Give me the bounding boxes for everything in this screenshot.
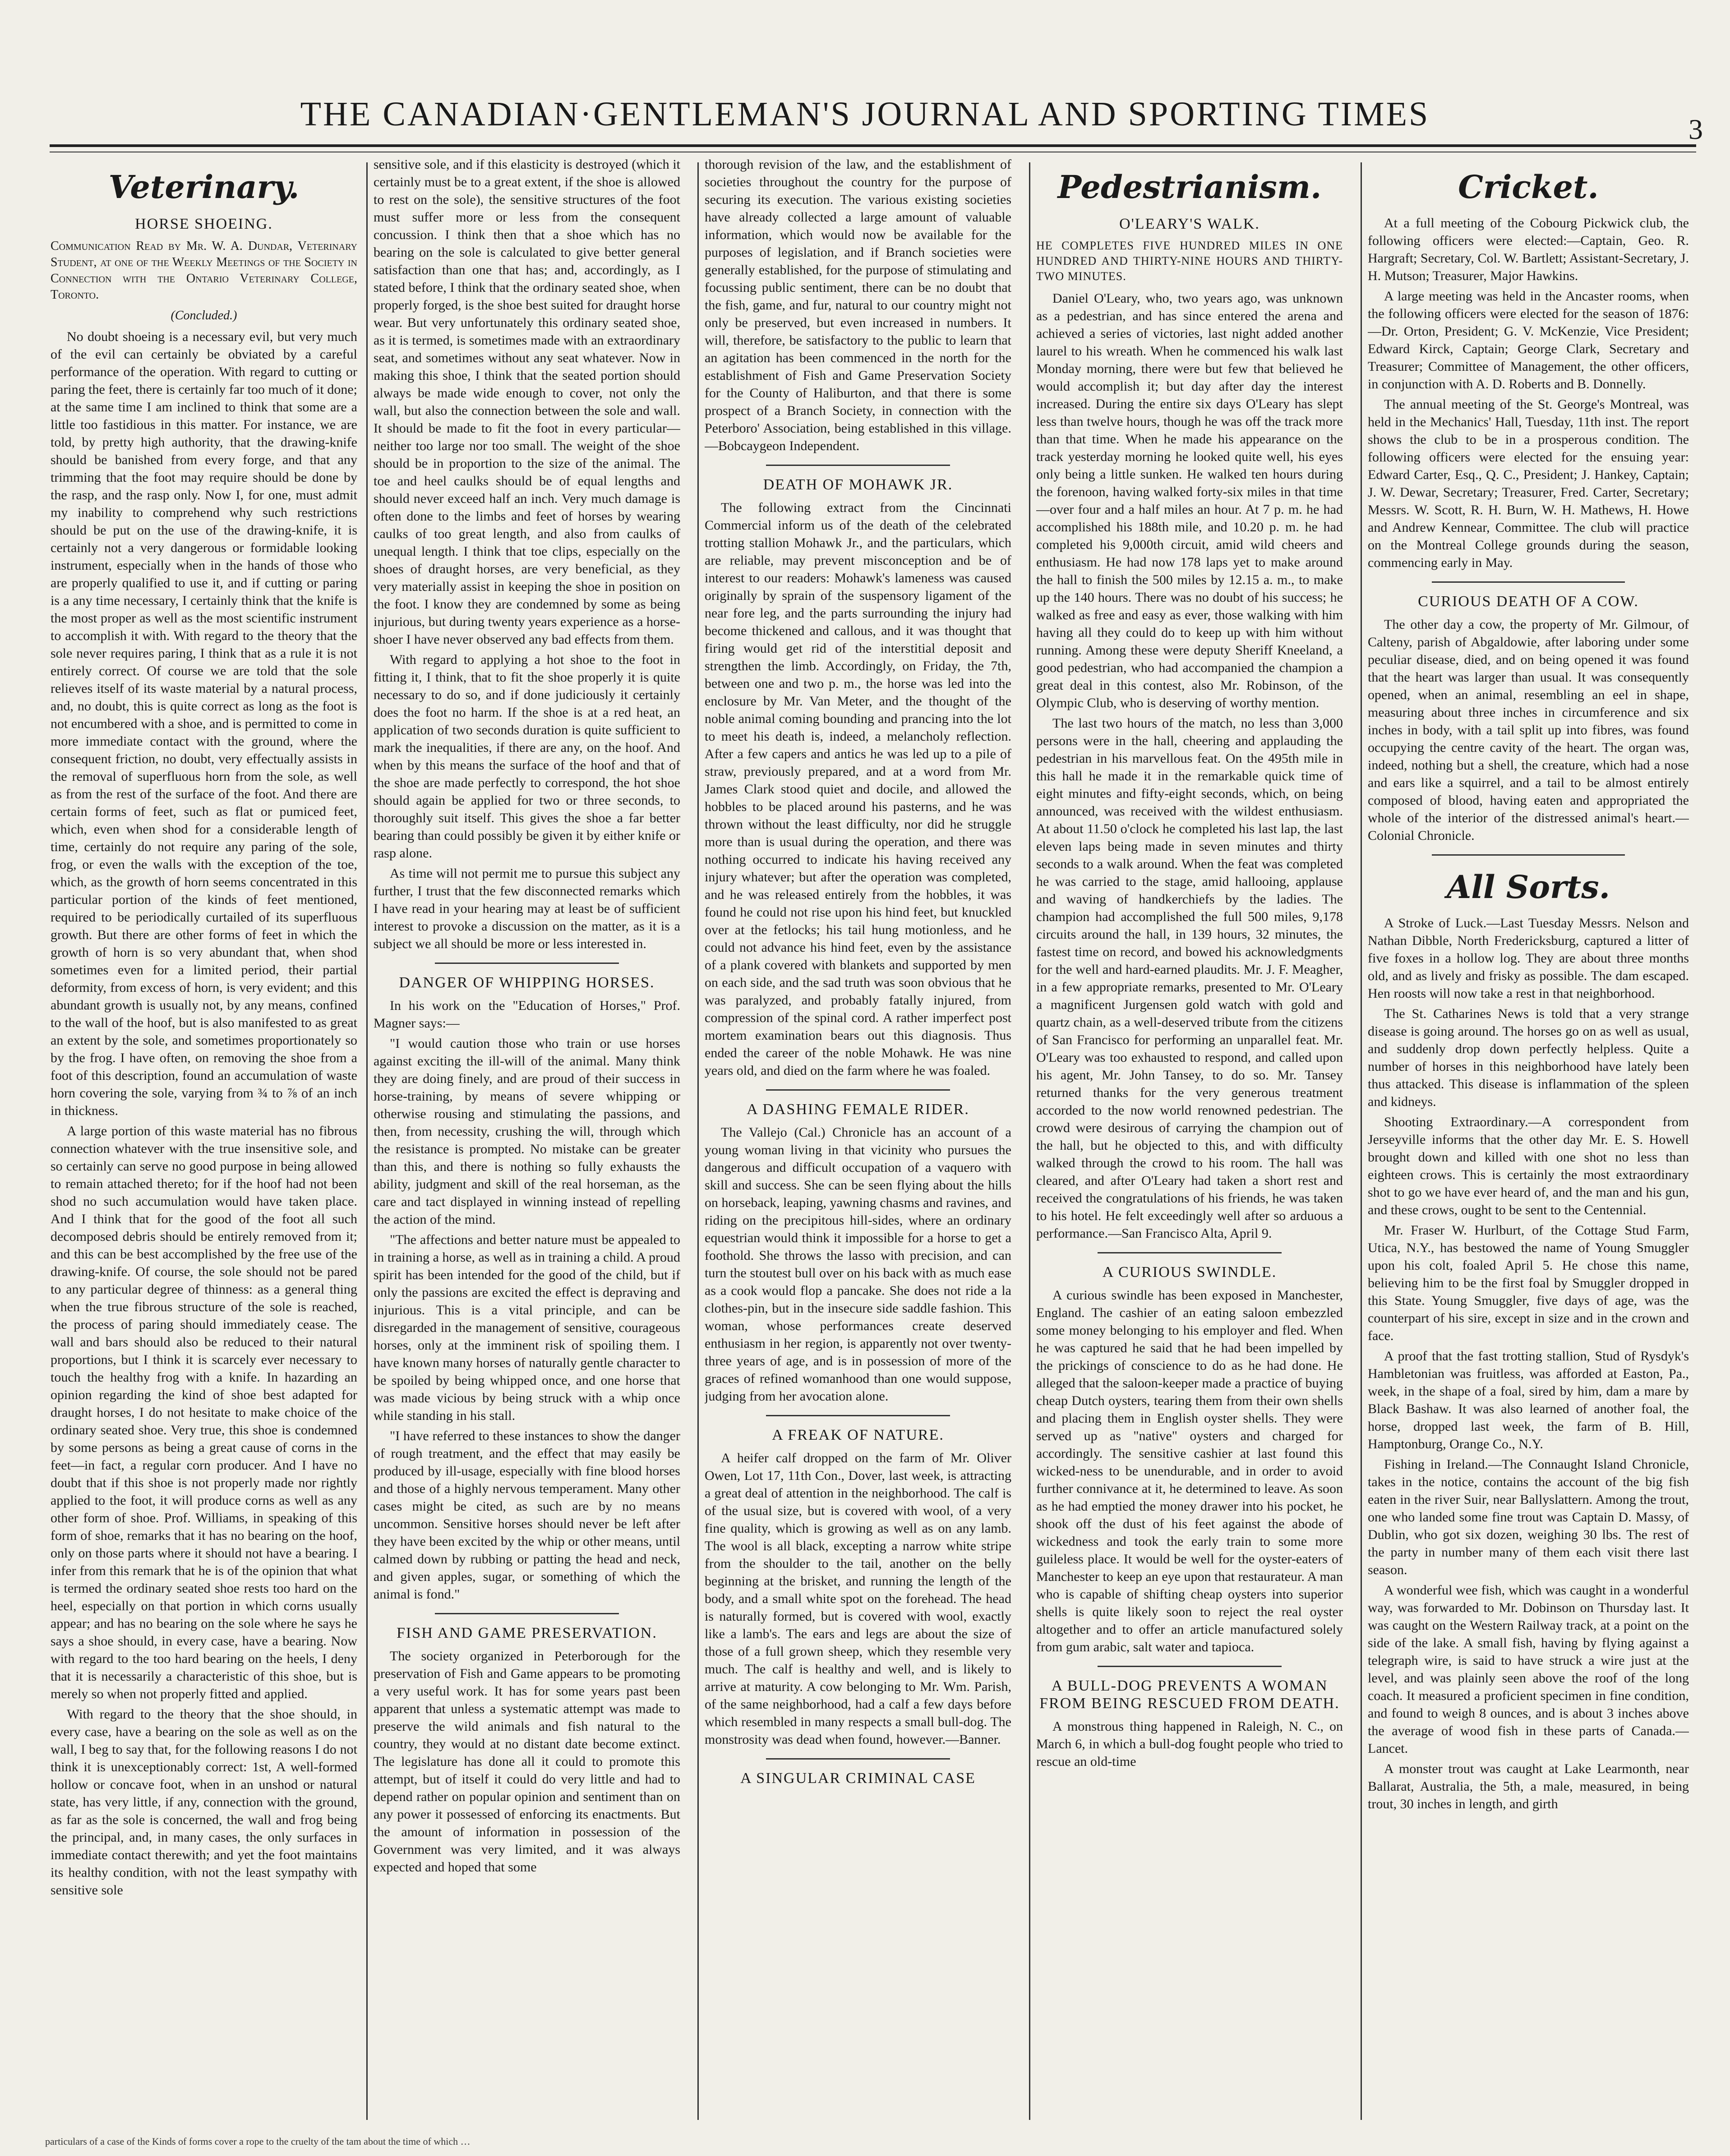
article-paragraph: sensitive sole, and if this elasticity is destroyed (which it certainly must be to a great extent, if the shoe is allowed to rest on the sole), the sensitive structures of the foot must suffer more or less from the consequent concussion. I think then that a shoe which has no bearing on the sole is calculated to give better general satisfaction than one that has; and, accordingly, as I stated before, I think that the ordinary seated shoe, when properly forged, is the shoe best suited for draught horse wear. But very unfortunately this ordinary seated shoe, as it is termed, is sometimes made with an extraordinary seat, and sometimes without any seat whatever. Now in making this shoe, I think that the seated portion should always be made wide enough to cover, not only the wall, but also the connection between the sole and wall. It should be made to fit the foot in every particular—neither too large nor too small. The weight of the shoe should be in proportion to the size of the animal. The toe and heel caulks should be of equal lengths and should never exceed half an inch. Very much damage is often done to the limbs and feet of horses by wearing caulks of too great length, and also from caulks of unequal length. I think that toe clips, especially on the shoes of draught horses, are very beneficial, as they very materially assist in keeping the shoe in position on the foot. I know they are condemned by some as being injurious, but during twenty years experience as a horse-shoer I have never observed any bad effects from them.: [374, 157, 680, 647]
article-paragraph: A proof that the fast trotting stallion, Stud of Rysdyk's Hambletonian was fruitless, was afforded at Easton, Pa., week, in the shape of a foal, sired by him, dam a mare by Black Bashaw. It was also learned of another foal, the horse, dropped last week, the farm of B. Hill, Hamptonburg, Orange Co., N.Y.: [1368, 1349, 1689, 1451]
article-paragraph: The other day a cow, the property of Mr. Gilmour, of Calteny, parish of Abgaldowie, after laboring under some peculiar disease, died, and on being opened it was found that the heart was larger than usual. It was consequently opened, when an animal, resembling an eel in shape, measuring about three inches in circumference and six inches in body, with a tail split up into fibres, was found occupying the centre cavity of the heart. The organ was, indeed, nothing but a shell, the creature, which had a nose and ears like a squirrel, and a tail to be almost entirely composed of blood, having eaten and appropriated the whole of the interior of the distressed animal's heart.—Colonial Chronicle.: [1368, 617, 1689, 843]
article-divider: [435, 963, 619, 964]
article-divider: [766, 465, 950, 466]
article-title-whipping-horses: DANGER OF WHIPPING HORSES.: [399, 974, 655, 991]
article-title-oleary: O'LEARY'S WALK.: [1119, 216, 1260, 232]
article-paragraph: A monster trout was caught at Lake Learmonth, near Ballarat, Australia, the 5th, a male, measured, in being trout, 30 inches in length, and girth: [1368, 1761, 1689, 1811]
section-heading-cricket: Cricket.: [1458, 168, 1599, 206]
masthead-rule: [50, 144, 1696, 147]
article-subtitle: HE COMPLETES FIVE HUNDRED MILES IN ONE HUNDRED AND THIRTY-NINE HOURS AND THIRTY-TWO MINUTES.: [1036, 239, 1343, 283]
article-paragraph: Mr. Fraser W. Hurlburt, of the Cottage Stud Farm, Utica, N.Y., has bestowed the name of Young Smuggler upon his colt, foaled April 5. He chose this name, believing him to be the first foal by Smuggler dropped in this State. Young Smuggler, five days of age, was the counterpart of his sire, except in size and in the crown and face.: [1368, 1223, 1689, 1343]
article-divider: [766, 1415, 950, 1416]
article-title-criminal-case: A SINGULAR CRIMINAL CASE: [740, 1770, 976, 1787]
article-paragraph: A Stroke of Luck.—Last Tuesday Messrs. Nelson and Nathan Dibble, North Fredericksburg, captured a litter of five foxes in a hollow log. They are about three months old, and as lively and frisky as possible. The dam escaped. Hen roosts will now take a rest in that neighborhood.: [1368, 916, 1689, 1001]
column-divider: [1029, 162, 1030, 2120]
article-divider: [1098, 1666, 1282, 1667]
article-title-female-rider: A DASHING FEMALE RIDER.: [747, 1101, 969, 1118]
article-paragraph: At a full meeting of the Cobourg Pickwick club, the following officers were elected:—Captain, Geo. R. Hargraft; Secretary, Col. W. Bartlett; Assistant-Secretary, J. H. Mutson; Treasurer, Major Hawkins.: [1368, 216, 1689, 283]
column-divider: [697, 162, 699, 2120]
article-paragraph: A heifer calf dropped on the farm of Mr. Oliver Owen, Lot 17, 11th Con., Dover, last week, is attracting a great deal of attention in the neighborhood. The calf is of the usual size, but is covered with wool, of a very fine quality, which is growing as well as on any lamb. The wool is all black, excepting a narrow white stripe from the shoulder to the tail, another on the belly beginning at the brisket, and running the length of the body, and a small white spot on the forehead. The head is naturally formed, but is covered with wool, exactly like a lamb's. The ears and legs are about the size of those of a full grown sheep, which they resemble very much. The calf is healthy and well, and is likely to arrive at maturity. A cow belonging to Mr. Wm. Parish, of the same neighborhood, had a calf a few days before which resembled in many respects a small bull-dog. The monstrosity was dead when found, however.—Banner.: [705, 1451, 1011, 1747]
article-title-curious-death-cow: CURIOUS DEATH OF A COW.: [1418, 593, 1639, 610]
column-4: [1036, 156, 1343, 2140]
article-paragraph: The last two hours of the match, no less than 3,000 persons were in the hall, cheering and applauding the pedestrian in his marvellous feat. On the 495th mile in this hall he made it in the remarkable quick time of eight minutes and fifty-eight seconds, which, on being announced, was received with the wildest enthusiasm. At about 11.50 o'clock he completed his last lap, the last eleven laps being made in seven minutes and thirty seconds to a walk around. When the feat was completed he was carried to the stage, amid hallooing, applause and waving of handkerchiefs by the ladies. The champion had accomplished the full 500 miles, 9,178 circuits around the hall, in 139 hours, 32 minutes, the fastest time on record, and bowed his acknowledgments for the well and hard-earned plaudits. Mr. J. F. Meagher, in a few appropriate remarks, presented to Mr. O'Leary a magnificent Jurgensen gold watch with gold and quartz chain, as a well-deserved tribute from the citizens of San Francisco for performing an unparallel feat. Mr. O'Leary was too exhausted to respond, and called upon his agent, Mr. John Tansey, to do so. Mr. Tansey returned thanks for the very generous treatment accorded to the now world renowned pedestrian. The crowd were desirous of carrying the champion out of the hall, but he objected to this, and with difficulty walked through the crowd to his room. The hall was cleared, and after O'Leary had taken a short rest and received the congratulations of his friends, he was taken to his hotel. He felt exceedingly well after so arduous a performance.—San Francisco Alta, April 9.: [1036, 716, 1343, 1241]
article-paragraph: With regard to the theory that the shoe should, in every case, have a bearing on the sole as well as on the wall, I beg to say that, for the following reasons I do not think it is unexceptionably correct: 1st, A well-formed hollow or concave foot, when in an unshod or natural state, has very little, if any, connection with the ground, as far as the sole is concerned, the wall and frog being the principal, and, in many cases, the only surfaces in immediate contact therewith; and yet the foot maintains its healthy condition, with not the least sympathy with sensitive sole: [51, 1707, 357, 1898]
article-divider: [435, 1613, 619, 1614]
article-divider: [766, 1758, 950, 1760]
article-paragraph: The St. Catharines News is told that a very strange disease is going around. The horses go on as well as usual, and suddenly drop down perfectly helpless. Quite a number of horses in this neighborhood have lately been thus attacked. This disease is inflammation of the spleen and kidneys.: [1368, 1006, 1689, 1109]
column-2: [374, 156, 680, 2140]
article-paragraph: In his work on the "Education of Horses," Prof. Magner says:—: [374, 998, 680, 1031]
article-paragraph: Daniel O'Leary, who, two years ago, was unknown as a pedestrian, and has since entered the arena and achieved a series of victories, last night added another laurel to his wreath. When he commenced his walk last Monday morning, there were but few that believed he would accomplish it; but day after day the interest increased. During the entire six days O'Leary has slept less than twelve hours, though he was off the track more than that time. When he made his appearance on the track yesterday morning he looked quite well, his eyes only being a little sunken. He walked ten hours during the forenoon, having walked forty-six miles in that time—over four and a half miles an hour. At 7 p. m. he had accomplished his 188th mile, and 10.20 p. m. he had completed his 9,000th circuit, amid wild cheers and enthusiasm. He had now 178 laps yet to make around the hall to finish the 500 miles by 12.15 a. m., to make up the 140 hours. There was no doubt of his success; he walked as free and easy as ever, those walking with him having all they could do to keep up with him without running. Among these were deputy Sheriff Kneeland, a good pedestrian, who had accompanied the champion a great deal in this contest, also Mr. Robinson, of the Olympic Club, who is deserving of worthy mention.: [1036, 291, 1343, 710]
column-5: [1368, 156, 1689, 2140]
article-paragraph: As time will not permit me to pursue this subject any further, I trust that the few disconnected remarks which I have read in your hearing may at least be of sufficient interest to provoke a discussion on the matter, as it is a subject we all should be more or less interested in.: [374, 866, 680, 951]
article-paragraph: The following extract from the Cincinnati Commercial inform us of the death of the celebrated trotting stallion Mohawk Jr., and the particulars, which are reliable, may prevent misconception and be of interest to our readers: Mohawk's lameness was caused originally by sprain of the suspensory ligament of the near fore leg, and the parts surrounding the injury had become thickened and callous, and it was thought that firing would get rid of the interstitial deposit and strengthen the limb. Accordingly, on Friday, the 7th, between one and two p. m., the horse was led into the enclosure by Mr. Van Meter, and the thought of the noble animal coming bounding and prancing into the lot to meet his death is, indeed, a melancholy reflection. After a few capers and antics he was led up to a pile of straw, previously prepared, and at a word from Mr. James Clark stood quiet and docile, and allowed the hobbles to be placed around his pasterns, and he was thrown without the least difficulty, nor did he struggle more than is usual during the operation, and there was nothing occurred to indicate his having received any injury whatever; but after the operation was completed, and he was released entirely from the hobbles, it was found he could not rise upon his hind feet, but knuckled over at the fetlocks; his tail hung motionless, and he could not advance his hind feet, even by the assistance of a plank covered with blankets and supported by men on each side, and the sad truth was soon obvious that he was paralyzed, and probably fatally injured, from compression of the spinal cord. A rather imperfect post mortem examination bears out this diagnosis. Thus ended the career of the noble Mohawk. He was nine years old, and died on the farm where he was foaled.: [705, 500, 1011, 1078]
article-paragraph: "I have referred to these instances to show the danger of rough treatment, and the effect that may easily be produced by ill-usage, especially with fine blood horses and those of a highly nervous temperament. Many other cases might be cited, as such are by no means uncommon. Sensitive horses should never be left after they have been excited by the whip or other means, until calmed down by rubbing or patting the head and neck, and given apples, sugar, or something of which the animal is fond.": [374, 1428, 680, 1602]
article-paragraph: No doubt shoeing is a necessary evil, but very much of the evil can certainly be obviated by a careful performance of the operation. With regard to cutting or paring the feet, there is certainly far too much of it done; at the same time I am inclined to think that some are a little too fastidious in this matter. For instance, we are told, by pretty high authority, that the drawing-knife should be banished from every forge, and that any trimming that the foot may require should be done by the rasp, and the rasp only. Now I, for one, must admit my inability to comprehend why such restrictions should be put on the use of the drawing-knife, it is certainly not a very dangerous or formidable looking instrument, especially when in the hands of those who are properly qualified to use it, and if cutting or paring is a any time necessary, I certainly think that the knife is the most proper as well as the most scientific instrument to accomplish it with. With regard to the theory that the sole never requires paring, I think that as a rule it is not entirely correct. Of course we are told that the sole relieves itself of its waste material by a natural process, and, no doubt, this is quite correct as long as the foot is not encumbered with a shoe, and is permitted to come in more immediate contact with the ground, where the consequent friction, no doubt, very effectually assists in the removal of superfluous horn from the sole, as well as from the rest of the surface of the foot. And there are certain forms of feet, such as flat or pumiced feet, which, even when shod for a considerable length of time, certainly do not require any paring of the sole, frog, or even the walls with the exception of the toe, which, as the growth of horn seems concentrated in this particular portion of the kinds of feet mentioned, required to be periodically curtailed of its superfluous growth. But there are other forms of feet in which the growth of horn is so very abundant that, when shod sometimes even for a limited period, their partial deformity, from excess of horn, is very evident; and this abundant growth is usually not, by any means, confined to the wall of the hoof, but is also manifested to as great an extent by the sole, and sometimes proportionately so by the frog. I have often, on removing the shoe from a foot of this description, found an accumulation of waste horn covering the sole, varying from ¾ to ⅞ of an inch in thickness.: [51, 329, 357, 1118]
article-divider: [766, 1089, 950, 1091]
article-paragraph: The Vallejo (Cal.) Chronicle has an account of a young woman living in that vicinity who pursues the dangerous and difficult occupation of a vaquero with skill and success. She can be seen flying about the hills on horseback, leaping, yawning chasms and ravines, and riding on the precipitous hill-sides, where an ordinary equestrian would think it impossible for a horse to get a foothold. She throws the lasso with precision, and can turn the stoutest bull over on his back with as much ease as a cook would flop a pancake. She does not ride a la clothes-pin, but in the insecure side saddle fashion. This woman, whose performances create deserved enthusiasm in her region, is apparently not over twenty-three years of age, and is in possession of more of the graces of refined womanhood than one would suppose, judging from her avocation alone.: [705, 1125, 1011, 1404]
article-paragraph: A large meeting was held in the Ancaster rooms, when the following officers were elected for the season of 1876:—Dr. Orton, President; G. V. McKenzie, Vice President; Edward Kirck, Captain; George Clark, Secretary and Treasurer; Committee of Management, the other officers, in conjunction with A. D. Roberts and B. Donnelly.: [1368, 289, 1689, 392]
column-divider: [366, 162, 368, 2120]
article-byline: Communication Read by Mr. W. A. Dundar, Veterinary Student, at one of the Weekly Meetings of the Society in Connection with the Ontario Veterinary College, Toronto.: [51, 239, 357, 302]
article-title-curious-swindle: A CURIOUS SWINDLE.: [1102, 1264, 1277, 1281]
article-paragraph: With regard to applying a hot shoe to the foot in fitting it, I think, that to fit the shoe properly it is quite necessary to do so, and if done judiciously it certainly does the foot no harm. If the shoe is at a red heat, an application of two seconds duration is quite sufficient to mark the inequalities, if there are any, on the hoof. And when by this means the surface of the hoof and that of the shoe are made perfectly to correspond, the hot shoe should again be applied for two or three seconds, to thoroughly suit itself. This gives the shoe a far better bearing than could possibly be given it by either knife or rasp alone.: [374, 652, 680, 861]
article-paragraph: A large portion of this waste material has no fibrous connection whatever with the true insensitive sole, and so certainly can serve no good purpose in being allowed to remain attached thereto; for if the hoof had not been shod no such accumulation would have taken place. And I think that for the good of the foot all such decomposed debris should be entirely removed from it; and this can be best accomplished by the free use of the drawing-knife. Of course, the sole should not be pared to any particular degree of thinness: as a general thing when the true fibrous structure of the sole is reached, the process of paring should immediately cease. The wall and bars should also be reduced to their natural proportions, but I think it is scarcely ever necessary to touch the healthy frog with a knife. In hazarding an opinion regarding the kind of shoe best adapted for draught horses, I do not hesitate to make choice of the ordinary seated shoe. Very true, this shoe is condemned by some persons as being a great cause of corns in the feet—in fact, a regular corn producer. And I have no doubt that if this shoe is not properly made nor rightly applied to the foot, it will produce corns as well as any other form of shoe. Prof. Williams, in speaking of this form of shoe, remarks that it has no bearing on the hoof, only on those parts where it should not have a bearing. I infer from this remark that he is of the opinion that what is termed the ordinary seated shoe rests too hard on the heel, especially on that portion in which corns usually appear; and has no bearing on the sole where he says he says a shoe should, in every case, have a bearing. Now with regard to the too hard bearing on the heels, I deny that it is necessarily a characteristic of this shoe, but is merely so when not properly fitted and applied.: [51, 1124, 357, 1701]
article-paragraph: "I would caution those who train or use horses against exciting the ill-will of the animal. Many think they are doing finely, and are proud of their success in horse-training, by means of severe whipping or otherwise rousing and stimulating the passions, and then, from necessity, crushing the will, through which the resistance is prompted. No mistake can be greater than this, and there is nothing so fully exhausts the ability, judgment and skill of the real horseman, as the care and tact displayed in winning instead of repelling the action of the mind.: [374, 1036, 680, 1227]
article-paragraph: The annual meeting of the St. George's Montreal, was held in the Mechanics' Hall, Tuesday, 11th inst. The report shows the club to be in a prosperous condition. The following officers were elected for the ensuing year: Edward Carter, Esq., Q. C., President; J. Hankey, Captain; J. W. Dewar, Secretary; Treasurer, Fred. Carter, Secretary; Messrs. W. Scott, R. H. Burn, W. H. Mathews, H. Howe and Andrew Kennear, Committee. The club will practice on the Montreal College grounds during the season, commencing early in May.: [1368, 397, 1689, 570]
column-3: [705, 156, 1011, 2140]
article-paragraph: A monstrous thing happened in Raleigh, N. C., on March 6, in which a bull-dog fought people who tried to rescue an old-time: [1036, 1719, 1343, 1769]
masthead-title: THE CANADIAN·GENTLEMAN'S JOURNAL AND SPORTING TIMES: [300, 95, 1430, 133]
article-paragraph: thorough revision of the law, and the establishment of societies throughout the country for the purpose of securing its execution. The various existing societies have already collected a large amount of valuable information, which would now be available for the purposes of legislation, and if Branch societies were generally established, for the purpose of stimulating and focussing public sentiment, there can be no doubt that the fish, game, and fur, natural to our country might not only be preserved, but even increased in numbers. It will, therefore, be satisfactory to the public to learn that an agitation has been commenced in the north for the establishment of Fish and Game Preservation Society for the County of Haliburton, and that there is some prospect of a Branch Society, in connection with the Peterboro' Association, being established in this village.—Bobcaygeon Independent.: [705, 157, 1011, 453]
article-paragraph: A curious swindle has been exposed in Manchester, England. The cashier of an eating saloon embezzled some money belonging to his employer and fled. When he was captured he said that he had been impelled by the prickings of conscience to do as he had done. He alleged that the saloon-keeper made a practice of buying cheap Dutch oysters, tearing them from their own shells and placing them in English oyster shells. They were served up as "native" oysters and charged for accordingly. The sensitive cashier at last found this wicked-ness to be unendurable, and in order to avoid further connivance at it, he determined to leave. As soon as he had emptied the money drawer into his pocket, he shook off the dust of his feet against the abode of wickedness and took the early train to some more guileless place. It would be well for the oyster-eaters of Manchester to keep an eye upon that restaurateur. A man who is capable of shifting cheap oysters into superior shells is quite likely soon to reject the real oyster altogether and to offer an article manufactured solely from gum arabic, salt water and tapioca.: [1036, 1288, 1343, 1654]
article-title-fish-game: FISH AND GAME PRESERVATION.: [397, 1625, 657, 1641]
article-divider: [1098, 1252, 1282, 1253]
article-divider: [1432, 581, 1624, 583]
section-heading-pedestrianism: Pedestrianism.: [1057, 168, 1322, 206]
article-divider: [1432, 854, 1624, 856]
column-1: [51, 156, 357, 2140]
article-title-horse-shoeing: HORSE SHOEING.: [135, 216, 273, 232]
column-divider: [1361, 162, 1362, 2120]
article-concluded-note: (Concluded.): [171, 309, 237, 322]
article-paragraph: The society organized in Peterborough for the preservation of Fish and Game appears to be promoting a very useful work. It has for some years past been apparent that unless a systematic attempt was made to preserve the wild animals and fish natural to the country, they would at no distant date become extinct. The legislature has done all it could to promote this attempt, but of itself it could do very little and had to depend rather on popular opinion and sentiment than on any power it possessed of enforcing its enactments. But the amount of information in possession of the Government was very limited, and it was always expected and hoped that some: [374, 1649, 680, 1875]
article-paragraph: Fishing in Ireland.—The Connaught Island Chronicle, takes in the notice, contains the account of the big fish eaten in the river Suir, near Ballyslattern. Among the trout, one who landed some fine trout was Captain D. Massy, of Dublin, who got six dozen, weighing 30 lbs. The rest of the party in number many of them each visit there last season.: [1368, 1457, 1689, 1577]
article-title-freak-of-nature: A FREAK OF NATURE.: [772, 1427, 944, 1443]
article-paragraph: "The affections and better nature must be appealed to in training a horse, as well as in training a child. A proud spirit has been intended for the good of the child, but if only the passions are excited the effect is depraving and injurious. This is a vital principle, and can be disregarded in the management of sensitive, courageous horses, only at the imminent risk of spoiling them. I have known many horses of naturally gentle character to be spoiled by being whipped once, and one horse that was made vicious by being struck with a whip once while standing in his stall.: [374, 1232, 680, 1423]
article-title-bulldog: A BULL-DOG PREVENTS A WOMAN FROM BEING RESCUED FROM DEATH.: [1039, 1677, 1340, 1712]
article-paragraph: A wonderful wee fish, which was caught in a wonderful way, was forwarded to Mr. Dobinson on Thursday last. It was caught on the Western Railway track, at a point on the side of the lake. A small fish, having by flying against a telegraph wire, is said to have struck a wire just at the level, and was plainly seen above the roof of the long coach. It measured a proficient specimen in fine condition, and found to weigh 8 ounces, and is about 3 inches above the average of wood fish in these parts of Canada.—Lancet.: [1368, 1583, 1689, 1756]
section-heading-all-sorts: All Sorts.: [1446, 868, 1610, 906]
section-heading-veterinary: Veterinary.: [108, 168, 300, 206]
bottom-fragment: particulars of a case of the Kinds of forms cover a rope to the cruelty of the tam about the time of which …: [45, 2136, 471, 2147]
article-title-mohawk: DEATH OF MOHAWK JR.: [763, 476, 953, 493]
article-paragraph: Shooting Extraordinary.—A correspondent from Jerseyville informs that the other day Mr. E. S. Howell brought down and killed with one shot no less than eighteen crows. This is certainly the most extraordinary shot to go we have ever heard of, and the man and his gun, and these crows, ought to be sent to the Centennial.: [1368, 1115, 1689, 1217]
page-number: 3: [1688, 113, 1703, 145]
